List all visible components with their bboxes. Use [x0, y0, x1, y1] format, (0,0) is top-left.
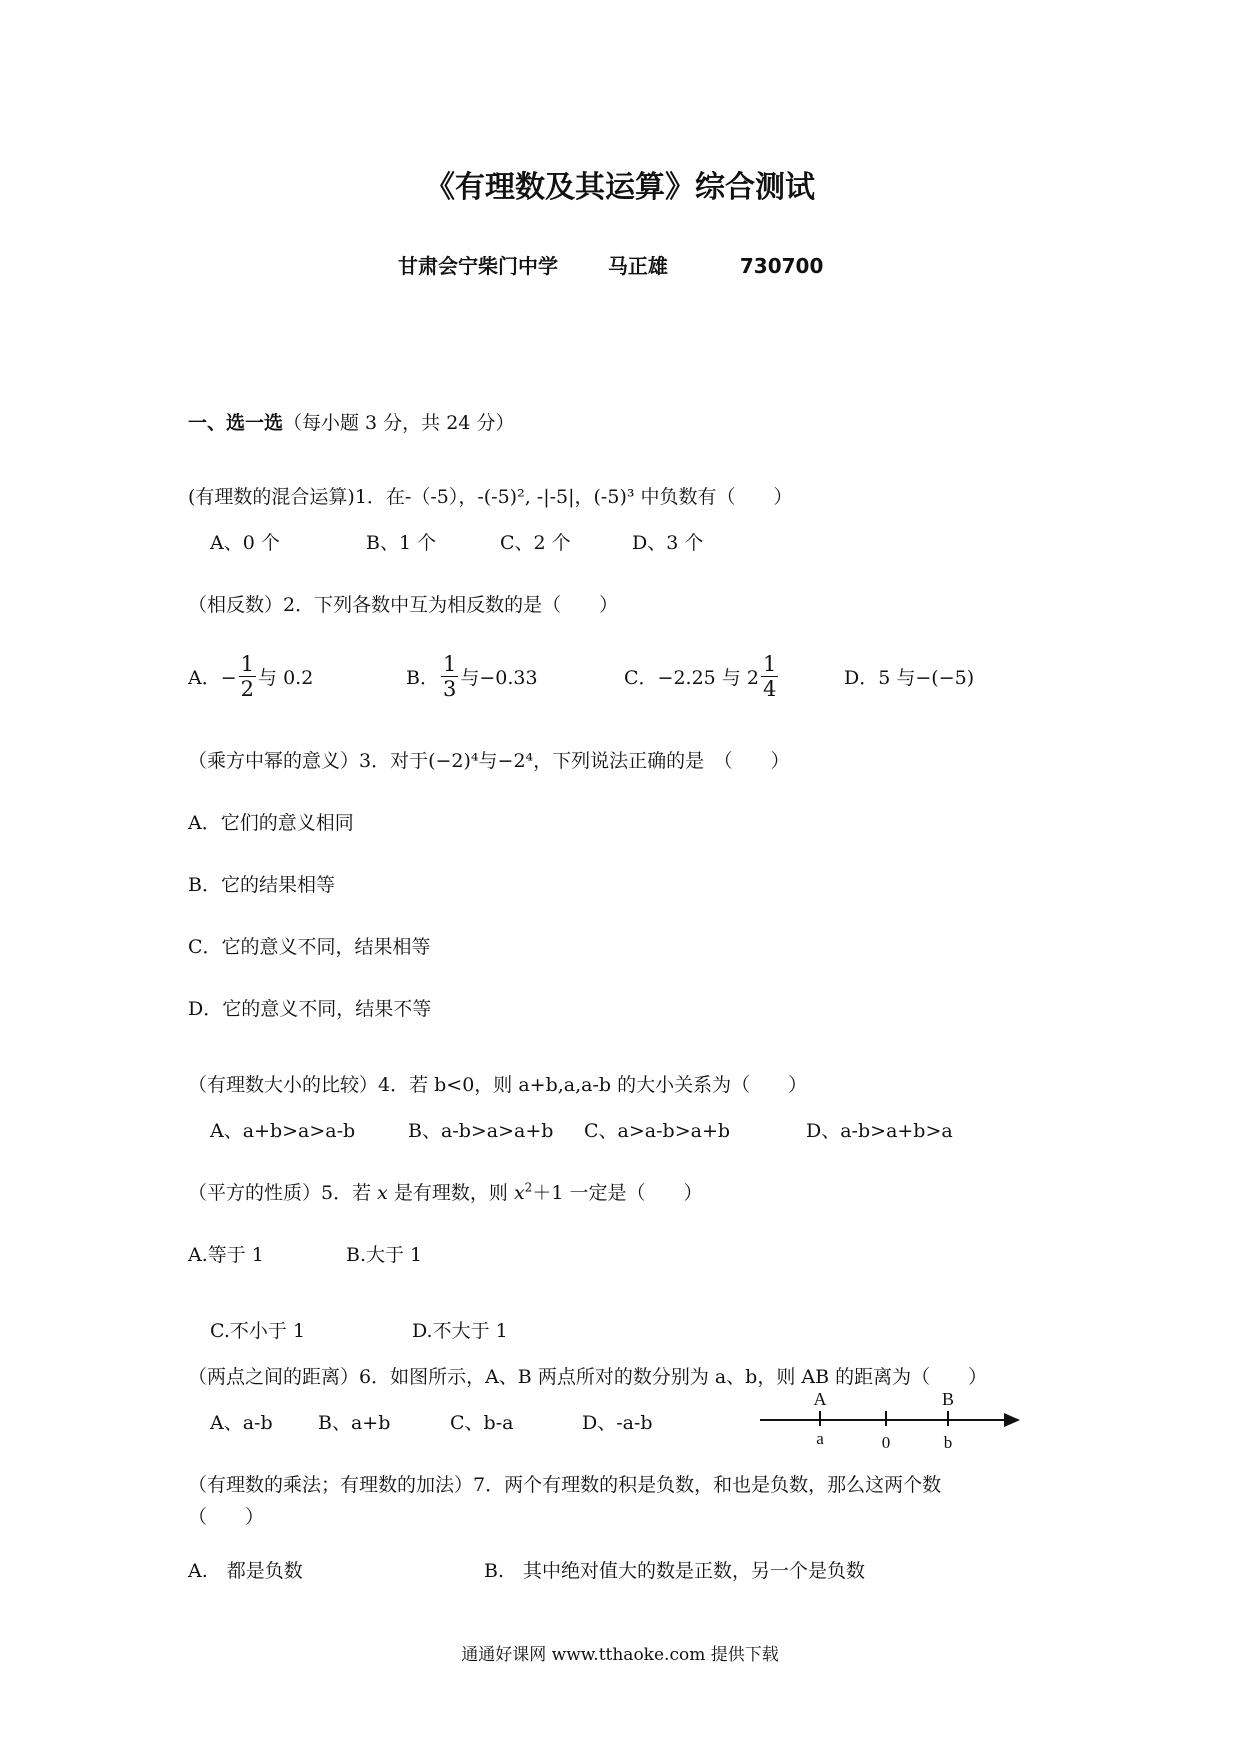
section-label: 一、选一选: [188, 412, 284, 434]
value-a-label: a: [816, 1429, 824, 1448]
q2-a-fraction: $\frac{1}{2}$: [240, 652, 255, 701]
point-b-label: B: [941, 1389, 955, 1409]
question-5: （平方的性质）5．若 x 是有理数，则 $x^2+1$ 一定是（ ）: [188, 1180, 703, 1204]
q5-option-b: B.大于 1: [346, 1244, 423, 1266]
postcode: 730700: [739, 254, 824, 278]
question-1-options: [210, 528, 703, 555]
q4-option-b: B、a-b>a>a+b: [408, 1120, 554, 1142]
page-title: 《有理数及其运算》综合测试: [425, 170, 815, 205]
author-name: 马正雄: [607, 254, 668, 278]
q6-option-c: C、b-a: [450, 1412, 514, 1434]
q7-option-b: B. 其中绝对值大的数是正数，另一个是负数: [484, 1560, 866, 1582]
point-a-label: A: [813, 1389, 827, 1409]
q6-option-a: A、a-b: [210, 1412, 273, 1434]
q2-c-fraction: $\frac{1}{4}$: [762, 652, 777, 701]
question-6-options: [210, 1408, 653, 1435]
question-7-blank: （ ）: [188, 1506, 265, 1528]
question-6: （两点之间的距离）6．如图所示，A、B 两点所对的数分别为 a、b，则 AB 的距离为（ ）: [188, 1366, 988, 1388]
q5-option-d: D.不大于 1: [412, 1320, 508, 1342]
question-5-options-row1: [188, 1240, 422, 1267]
q2-b-fraction: $\frac{1}{3}$: [442, 652, 457, 701]
q4-option-c: C、a>a-b>a+b: [584, 1120, 731, 1142]
school-name: 甘肃会宁柴门中学: [398, 254, 558, 278]
question-7: （有理数的乘法；有理数的加法）7．两个有理数的积是负数，和也是负数，那么这两个数: [188, 1474, 942, 1496]
byline: [398, 250, 823, 279]
q2-option-a: A．− $\frac{1}{2}$ 与 0.2: [188, 652, 314, 701]
question-5-options-row2: [210, 1316, 508, 1343]
q6-option-d: D、-a-b: [582, 1412, 653, 1434]
q5-option-a: A.等于 1: [188, 1244, 264, 1266]
section-heading: [188, 408, 514, 435]
question-3: （乘方中幂的意义）3．对于(−2)⁴与−2⁴，下列说法正确的是 （ ）: [188, 750, 790, 772]
value-zero-label: 0: [881, 1433, 891, 1452]
question-2: （相反数）2．下列各数中互为相反数的是（ ）: [188, 594, 619, 616]
question-4-options: [210, 1116, 953, 1143]
value-b-label: b: [943, 1433, 953, 1452]
question-2-options: [188, 652, 974, 701]
q1-option-b: B、1 个: [366, 532, 437, 554]
q3-option-a: A．它们的意义相同: [188, 812, 354, 834]
q1-option-d: D、3 个: [632, 532, 704, 554]
q3-option-c: C．它的意义不同，结果相等: [188, 936, 431, 958]
q3-option-b: B．它的结果相等: [188, 874, 335, 896]
page-footer: 通通好课网 www.tthaoke.com 提供下载: [461, 1645, 779, 1665]
number-line-figure: [750, 1380, 1030, 1454]
q2-option-d: D．5 与−(−5): [844, 667, 975, 689]
q7-option-a: A. 都是负数: [188, 1560, 303, 1582]
question-1: (有理数的混合运算)1．在-（-5），-(-5)², -|-5|，(-5)³ 中负数有（ ）: [188, 486, 793, 508]
q2-option-b: B． $\frac{1}{3}$ 与−0.33: [406, 652, 538, 701]
q1-option-a: A、0 个: [210, 532, 280, 554]
q1-option-c: C、2 个: [500, 532, 571, 554]
q5-option-c: C.不小于 1: [210, 1320, 306, 1342]
question-4: （有理数大小的比较）4．若 b<0，则 a+b,a,a-b 的大小关系为（ ）: [188, 1074, 808, 1096]
section-note: （每小题 3 分，共 24 分）: [283, 412, 515, 434]
q4-option-a: A、a+b>a>a-b: [210, 1120, 356, 1142]
q2-option-c: C．−2.25 与 2 $\frac{1}{4}$: [624, 652, 777, 701]
q4-option-d: D、a-b>a+b>a: [806, 1120, 953, 1142]
q6-option-b: B、a+b: [318, 1412, 391, 1434]
number-line-arrow-icon: [1004, 1413, 1020, 1427]
q3-option-d: D．它的意义不同，结果不等: [188, 998, 432, 1020]
question-7-options: [188, 1556, 865, 1583]
